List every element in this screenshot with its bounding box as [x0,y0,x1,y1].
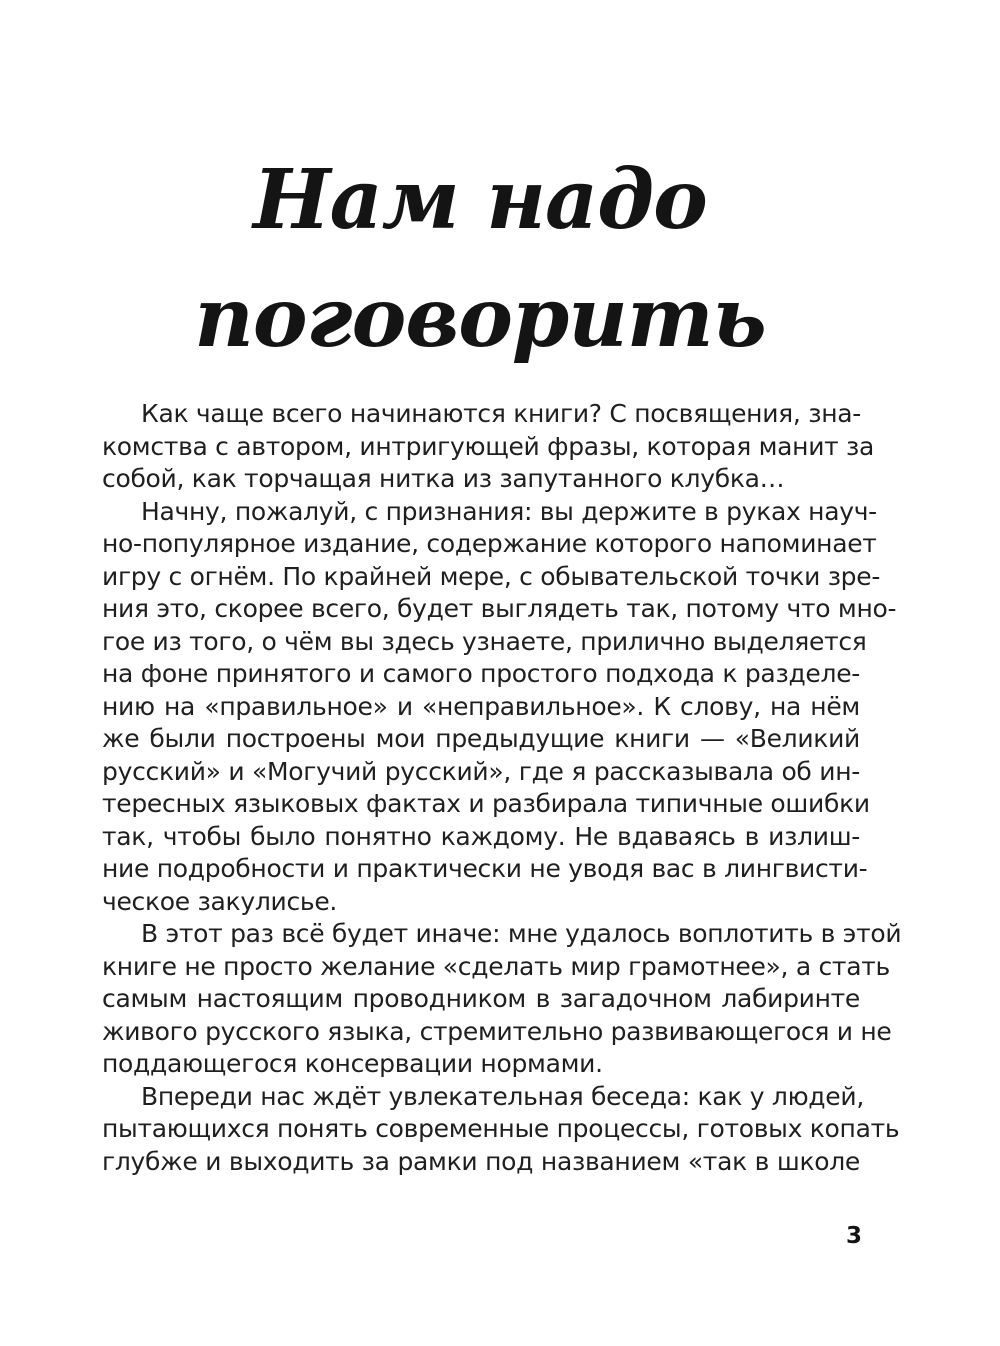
text-line: нию на «правильное» и «неправильное». К слову, на нём [102,691,860,721]
text-line: на фоне принятого и самого простого подхода к разделе- [102,659,860,688]
text-line: В этот раз всё будет иначе: мне удалось воплотить в этой [141,919,902,948]
text-line: ния это, скорее всего, будет выглядеть так, потому что мно- [102,594,897,623]
text-line: гое из того, о чём вы здесь узнаете, прилично выделяется [102,626,867,656]
text-line: русский» и «Могучий русский», где я рассказывала об ин- [102,756,860,786]
text-line: ние подробности и практически не уводя вас в лингвисти- [102,854,868,883]
text-line: игру с огнём. По крайней мере, с обывательской точки зре- [102,561,881,591]
text-line: поддающегося консервации нормами. [102,1049,603,1078]
text-line: глубже и выходить за рамки под названием «так в школе [102,1146,860,1176]
text-line: собой, как торчащая нитка из запутанного клубка… [102,464,785,493]
text-line: же были построены мои предыдущие книги — «Великий [102,724,860,753]
text-line: пытающихся понять современные процессы, готовых копать [102,1114,900,1143]
text-line: самым настоящим проводником в загадочном лабиринте [102,984,860,1013]
chapter-title-line-1: Нам надо [253,152,707,248]
text-line: ческое закулисье. [102,886,338,916]
text-line: Впереди нас ждёт увлекательная беседа: как у людей, [141,1081,864,1111]
page-number: 3 [845,1223,862,1249]
text-line: но-популярное издание, содержание которого напоминает [102,529,877,558]
text-line: комства с автором, интригующей фразы, которая манит за [102,431,875,461]
text-line: книге не просто желание «сделать мир грамотнее», а стать [102,951,890,981]
paragraph-4 [102,1081,900,1179]
chapter-title-line-2: поговорить [194,270,766,366]
paragraph-1 [102,398,875,496]
text-line: Начну, пожалуй, с признания: вы держите в руках науч- [141,496,877,526]
text-line: Как чаще всего начинаются книги? С посвящения, зна- [141,399,861,428]
text-line: так, чтобы было понятно каждому. Не вдаваясь в излиш- [102,821,860,851]
text-line: живого русского языка, стремительно развивающегося и не [102,1016,892,1046]
paragraph-3 [102,918,902,1081]
paragraph-2 [102,496,897,919]
text-line: тересных языковых фактах и разбирала типичные ошибки [102,789,870,818]
body-text [102,398,902,1178]
